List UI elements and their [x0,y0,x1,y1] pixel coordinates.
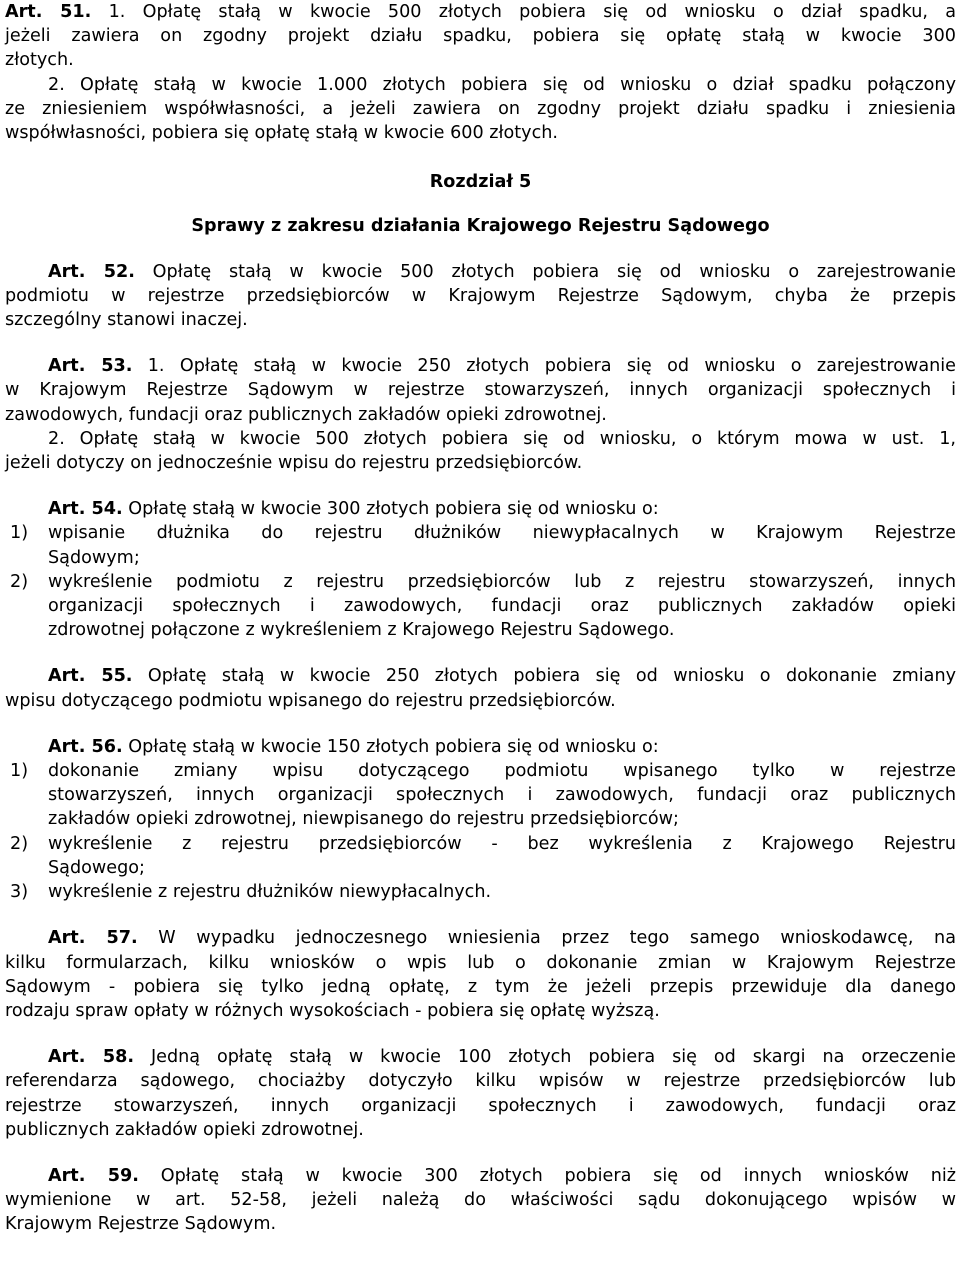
art59-heading: Art. 59. [48,1165,139,1186]
art52-line-1: Art. 52. Opłatę stałą w kwocie 500 złotych pobiera się od wniosku o zarejestrowanie [48,261,956,282]
art59-line-1: Art. 59. Opłatę stałą w kwocie 300 złotych pobiera się od innych wniosków niż [48,1165,956,1186]
article-59 [5,1164,956,1237]
art56-intro: Art. 56. Opłatę stałą w kwocie 150 złotych pobiera się od wniosku o: [48,736,659,757]
art54-item-1: 1) wpisanie dłużnika do rejestru dłużników niewypłacalnych w Krajowym Rejestrze Sądowym; [10,523,956,568]
art55-line-2: wpisu dotyczącego podmiotu wpisanego do rejestru przedsiębiorców. [5,690,616,711]
art58-line-3: rejestrze stowarzyszeń, innych organizacji społecznych i zawodowych, fundacji oraz [5,1095,956,1116]
art57-line-3: Sądowym - pobiera się tylko jedną opłatę, z tym że jeżeli przepis przewiduje dla danego [5,976,956,997]
art58-line-1: Art. 58. Jedną opłatę stałą w kwocie 100 złotych pobiera się od skargi na orzeczenie [48,1047,956,1068]
art53-line-1: Art. 53. 1. Opłatę stałą w kwocie 250 złotych pobiera się od wniosku o zarejestrowanie [48,356,956,377]
art53-p2-line-1: 2. Opłatę stałą w kwocie 500 złotych pobiera się od wniosku, o którym mowa w ust. 1, [48,428,956,449]
art55-heading: Art. 55. [48,666,133,687]
chapter-title: Sprawy z zakresu działania Krajowego Rejestru Sądowego [191,216,770,237]
art59-line-3: Krajowym Rejestrze Sądowym. [5,1214,277,1235]
article-58 [5,1045,956,1142]
article-56 [5,735,956,904]
art56-item-3: 3) wykreślenie z rejestru dłużników niewypłacalnych. [10,882,492,903]
art52-line-2: podmiotu w rejestrze przedsiębiorców w Krajowym Rejestrze Sądowym, chyba że przepis [5,285,956,306]
art56-heading: Art. 56. [48,736,123,757]
art51-p2-line-3: współwłasności, pobiera się opłatę stałą w kwocie 600 złotych. [5,123,558,144]
art58-heading: Art. 58. [48,1047,135,1068]
art54-heading: Art. 54. [48,499,123,520]
art53-heading: Art. 53. [48,356,133,377]
article-55 [5,664,956,712]
art54-intro: Art. 54. Opłatę stałą w kwocie 300 złotych pobiera się od wniosku o: [48,499,659,520]
art52-heading: Art. 52. [48,261,135,282]
art57-line-2: kilku formularzach, kilku wniosków o wpis lub o dokonanie zmian w Krajowym Rejestrze [5,952,956,973]
art52-line-3: szczególny stanowi inaczej. [5,310,248,331]
art58-line-4: publicznych zakładów opieki zdrowotnej. [5,1119,364,1140]
art56-item-1: 1) dokonanie zmiany wpisu dotyczącego podmiotu wpisanego tylko w rejestrze stowarzyszeń, innych organizacji społecznych i zawodowych, fundacji oraz publicznych zakładów opieki zdrowotnej, niewpisanego do rejestru przedsiębiorców; [10,761,956,830]
art51-heading: Art. 51. [5,2,92,22]
article-51 [5,0,956,145]
art51-line-2: jeżeli zawiera on zgodny projekt działu spadku, pobiera się opłatę stałą w kwocie 300 [5,26,956,47]
art51-line-1: Art. 51. 1. Opłatę stałą w kwocie 500 złotych pobiera się od wniosku o dział spadku, a [5,2,956,22]
article-52 [5,260,956,333]
art59-line-2: wymienione w art. 52-58, jeżeli należą do właściwości sądu dokonującego wpisów w [5,1190,956,1211]
art57-heading: Art. 57. [48,928,138,949]
art51-line-3: złotych. [5,50,74,71]
art58-line-2: referendarza sądowego, chociażby dotyczyło kilku wpisów w rejestrze przedsiębiorców lub [5,1071,956,1092]
article-57 [5,926,956,1023]
art53-line-2: w Krajowym Rejestrze Sądowym w rejestrze stowarzyszeń, innych organizacji społecznych i [5,380,956,401]
art53-line-3: zawodowych, fundacji oraz publicznych zakładów opieki zdrowotnej. [5,404,607,425]
art51-p2-line-1: 2. Opłatę stałą w kwocie 1.000 złotych pobiera się od wniosku o dział spadku połączony [48,74,956,95]
article-53 [5,354,956,475]
art55-line-1: Art. 55. Opłatę stałą w kwocie 250 złotych pobiera się od wniosku o dokonanie zmiany [48,666,957,687]
article-54 [5,497,956,642]
art54-item-2: 2) wykreślenie podmiotu z rejestru przedsiębiorców lub z rejestru stowarzyszeń, innych organizacji społecznych i zawodowych, fundacji oraz publicznych zakładów opieki zdrowotnej połączone z wykreśleniem z Krajowego Rejestru Sądowego. [10,571,956,641]
art56-item-2: 2) wykreślenie z rejestru przedsiębiorców - bez wykreślenia z Krajowego Rejestru Sądowego; [10,833,956,878]
art53-p2-line-2: jeżeli dotyczy on jednocześnie wpisu do rejestru przedsiębiorców. [5,453,583,474]
chapter-number: Rozdział 5 [429,172,532,193]
art51-p2-line-2: ze zniesieniem współwłasności, a jeżeli zawiera on zgodny projekt działu spadku i zniesienia [5,98,956,119]
art57-line-4: rodzaju spraw opłaty w różnych wysokościach - pobiera się opłatę wyższą. [5,1000,660,1021]
art57-line-1: Art. 57. W wypadku jednoczesnego wniesienia przez tego samego wnioskodawcę, na [48,928,956,949]
